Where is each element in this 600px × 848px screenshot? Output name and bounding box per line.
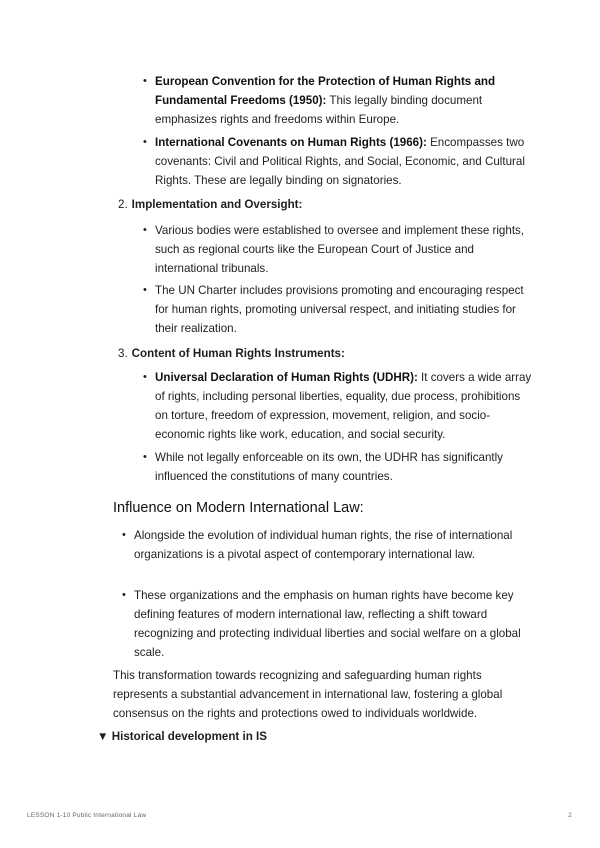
list-item-text: While not legally enforceable on its own, the UDHR has significantly influenced the constitutions of many countries. [155, 451, 503, 483]
bullet-icon: • [122, 529, 126, 541]
item-number: 2. [118, 198, 128, 211]
bullet-icon: • [143, 224, 147, 236]
numbered-item [118, 344, 518, 363]
list-item-text: Encompasses two covenants: Civil and Political Rights, and Social, Economic, and Cultural Rights. These are legally binding on signatories. [155, 136, 525, 187]
item-title: Content of Human Rights Instruments: [131, 347, 345, 360]
page-number: 2 [568, 812, 572, 819]
toggle-label: Historical development in IS [111, 730, 267, 743]
bullet-icon: • [143, 371, 147, 383]
list-item [143, 448, 535, 486]
list-item-text: These organizations and the emphasis on human rights have become key defining features of modern international law, reflecting a shift toward recognizing and protecting individual liberties and social welfare on a global scale. [134, 589, 521, 659]
list-item [143, 72, 535, 129]
bullet-icon: • [143, 136, 147, 148]
list-item [122, 586, 534, 662]
bullet-icon: • [143, 75, 147, 87]
list-item-text: It covers a wide array of rights, including personal liberties, equality, due process, prohibitions on torture, freedom of expression, movement, religion, and socio-economic rights like work, education, and social security. [155, 371, 532, 441]
list-item-bold: Universal Declaration of Human Rights (UDHR): [155, 371, 418, 384]
summary-paragraph: This transformation towards recognizing and safeguarding human rights represents a substantial advancement in international law, fostering a global consensus on the rights and protections owed to individuals worldwide. [113, 669, 503, 720]
list-item-text: Alongside the evolution of individual human rights, the rise of international organizations is a pivotal aspect of contemporary international law. [134, 529, 513, 561]
list-item [122, 526, 534, 564]
list-item [143, 221, 535, 278]
bullet-icon: • [143, 451, 147, 463]
list-item-bold: International Covenants on Human Rights (1966): [155, 136, 427, 149]
list-item-text: Various bodies were established to oversee and implement these rights, such as regional courts like the European Court of Justice and international tribunals. [155, 224, 525, 275]
footer-title: LESSON 1-10 Public International Law [27, 812, 147, 819]
list-item-text: This legally binding document emphasizes rights and freedoms within Europe. [155, 94, 483, 126]
list-item [143, 133, 535, 190]
bullet-icon: • [122, 589, 126, 601]
section-heading: Influence on Modern International Law: [113, 500, 364, 516]
list-item-bold: European Convention for the Protection of Human Rights and Fundamental Freedoms (1950): [155, 75, 496, 107]
list-item-text: The UN Charter includes provisions promoting and encouraging respect for human rights, promoting universal respect, and initiating studies for their realization. [155, 284, 524, 335]
triangle-down-icon: ▼ [97, 730, 109, 743]
numbered-item [118, 195, 518, 214]
item-title: Implementation and Oversight: [131, 198, 303, 211]
item-number: 3. [118, 347, 128, 360]
toggle-historical-development[interactable] [97, 727, 267, 746]
bullet-icon: • [143, 284, 147, 296]
list-item [143, 281, 535, 338]
list-item [143, 368, 535, 444]
